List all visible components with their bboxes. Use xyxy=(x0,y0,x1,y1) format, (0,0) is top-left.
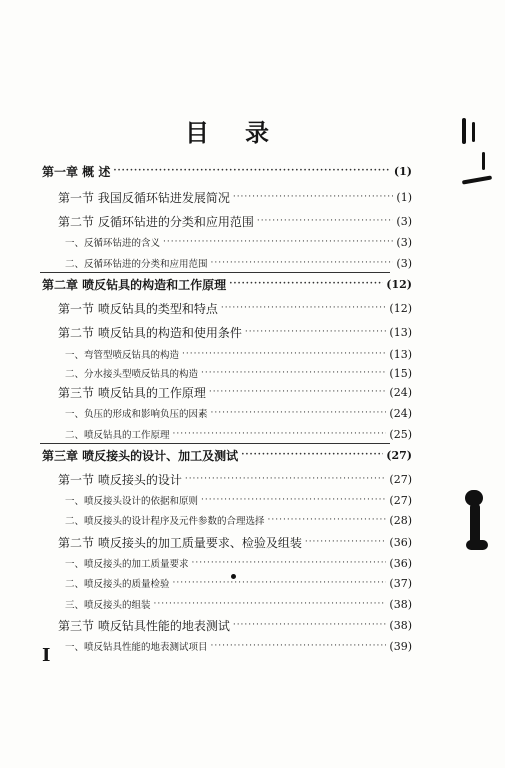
toc-entry-page: (13) xyxy=(389,347,412,361)
toc-entry-label: 一、喷反接头的加工质量要求 xyxy=(65,559,189,570)
toc-sub-entry xyxy=(65,594,412,614)
toc-entry-page: (36) xyxy=(389,556,412,570)
dot-leader xyxy=(211,408,387,418)
toc-section-entry xyxy=(58,469,412,489)
toc-entry-page: (12) xyxy=(389,301,412,315)
toc-entry-page: (38) xyxy=(389,597,412,611)
toc-entry-label: 第二节 反循环钻进的分类和应用范围 xyxy=(58,214,254,229)
dot-leader xyxy=(241,450,383,460)
toc-entry-page: (27) xyxy=(389,493,412,507)
dot-leader xyxy=(211,641,387,651)
toc-entry-page: (24) xyxy=(389,385,412,399)
toc-entry-label: 三、喷反接头的组装 xyxy=(65,600,151,611)
dot-leader xyxy=(173,578,387,588)
dot-leader xyxy=(211,258,394,268)
toc-entry-page: (12) xyxy=(386,277,412,291)
toc-entry-page: (1) xyxy=(393,164,412,178)
dot-leader xyxy=(154,599,387,609)
toc-sub-entry xyxy=(65,490,412,510)
toc-entry-label: 一、喷反接头设计的依据和原则 xyxy=(65,496,199,507)
toc-entry-page: (25) xyxy=(389,427,412,441)
dot-leader xyxy=(221,303,387,313)
toc-chapter-entry xyxy=(42,445,412,465)
dot-leader xyxy=(257,216,394,226)
toc-sub-entry xyxy=(65,344,412,364)
toc-section-entry xyxy=(58,532,412,552)
toc-sub-entry xyxy=(65,636,412,656)
toc-entry-label: 一、负压的形成和影响负压的因素 xyxy=(65,409,208,420)
toc-entry-label: 第一节 喷反钻具的类型和特点 xyxy=(58,301,218,316)
toc-section-entry xyxy=(58,382,412,402)
toc-sub-entry xyxy=(65,363,412,383)
toc-entry-label: 一、弯管型喷反钻具的构造 xyxy=(65,350,180,361)
toc-entry-label: 第一节 喷反接头的设计 xyxy=(58,472,182,487)
toc-entry-page: (28) xyxy=(389,513,412,527)
dot-leader xyxy=(163,237,393,247)
toc-entry-label: 二、喷反钻具的工作原理 xyxy=(65,430,170,441)
toc-entry-page: (15) xyxy=(389,366,412,380)
toc-entry-label: 第三章 喷反接头的设计、加工及测试 xyxy=(42,448,239,463)
toc-sub-entry xyxy=(65,253,412,273)
toc-entry-page: (3) xyxy=(396,256,412,270)
toc-entry-label: 一、喷反钻具性能的地表测试项目 xyxy=(65,642,208,653)
dot-leader xyxy=(229,279,383,289)
toc-entry-page: (38) xyxy=(389,618,412,632)
toc-entry-label: 第二节 喷反钻具的构造和使用条件 xyxy=(58,325,242,340)
toc-entry-page: (24) xyxy=(389,406,412,420)
dot-leader xyxy=(113,166,391,176)
toc-entry-label: 第一章 概 述 xyxy=(42,164,111,179)
toc-chapter-entry xyxy=(42,274,412,294)
toc-section-entry xyxy=(58,322,412,342)
title-char-1: 目 xyxy=(185,118,209,147)
toc-entry-page: (13) xyxy=(389,325,412,339)
toc-entry-label: 第三节 喷反钻具性能的地表测试 xyxy=(58,618,230,633)
toc-entry-page: (36) xyxy=(389,535,412,549)
ink-speck xyxy=(231,574,236,579)
chapter-divider xyxy=(40,443,390,444)
toc-sub-entry xyxy=(65,510,412,530)
toc-entry-label: 二、喷反接头的质量检验 xyxy=(65,579,170,590)
toc-entry-label: 二、分水接头型喷反钻具的构造 xyxy=(65,369,199,380)
toc-entry-page: (1) xyxy=(396,190,412,204)
toc-chapter-entry xyxy=(42,161,412,181)
toc-entry-label: 第二章 喷反钻具的构造和工作原理 xyxy=(42,277,227,292)
toc-entry-page: (27) xyxy=(389,472,412,486)
toc-entry-label: 第一节 我国反循环钻进发展简况 xyxy=(58,190,230,205)
chapter-divider xyxy=(40,272,390,273)
toc-entry-page: (3) xyxy=(396,235,412,249)
dot-leader xyxy=(182,349,386,359)
toc-entry-page: (27) xyxy=(386,448,412,462)
dot-leader xyxy=(245,327,387,337)
toc-section-entry xyxy=(58,187,412,207)
dot-leader xyxy=(201,495,386,505)
dot-leader xyxy=(201,368,386,378)
toc-sub-entry xyxy=(65,553,412,573)
toc-sub-entry xyxy=(65,424,412,444)
dot-leader xyxy=(173,429,387,439)
toc-sub-entry xyxy=(65,403,412,423)
dot-leader xyxy=(268,515,387,525)
toc-section-entry xyxy=(58,615,412,635)
dot-leader xyxy=(233,620,387,630)
dot-leader xyxy=(192,558,387,568)
toc-entry-label: 二、喷反接头的设计程序及元件参数的合理选择 xyxy=(65,516,265,527)
toc-section-entry xyxy=(58,211,412,231)
page-number: I xyxy=(42,645,51,666)
toc-entry-label: 第三节 喷反钻具的工作原理 xyxy=(58,385,206,400)
toc-entry-page: (39) xyxy=(389,639,412,653)
title-char-2: 录 xyxy=(245,118,269,147)
toc-entry-page: (3) xyxy=(396,214,412,228)
dot-leader xyxy=(305,537,387,547)
toc-sub-entry xyxy=(65,573,412,593)
dot-leader xyxy=(209,387,387,397)
toc-entry-label: 二、反循环钻进的分类和应用范围 xyxy=(65,259,208,270)
toc-entry-page: (37) xyxy=(389,576,412,590)
dot-leader xyxy=(233,192,394,202)
toc-sub-entry xyxy=(65,232,412,252)
dot-leader xyxy=(185,474,387,484)
toc-entry-label: 一、反循环钻进的含义 xyxy=(65,238,161,249)
toc-entry-label: 第二节 喷反接头的加工质量要求、检验及组装 xyxy=(58,535,302,550)
toc-section-entry xyxy=(58,298,412,318)
page-title xyxy=(0,118,505,148)
